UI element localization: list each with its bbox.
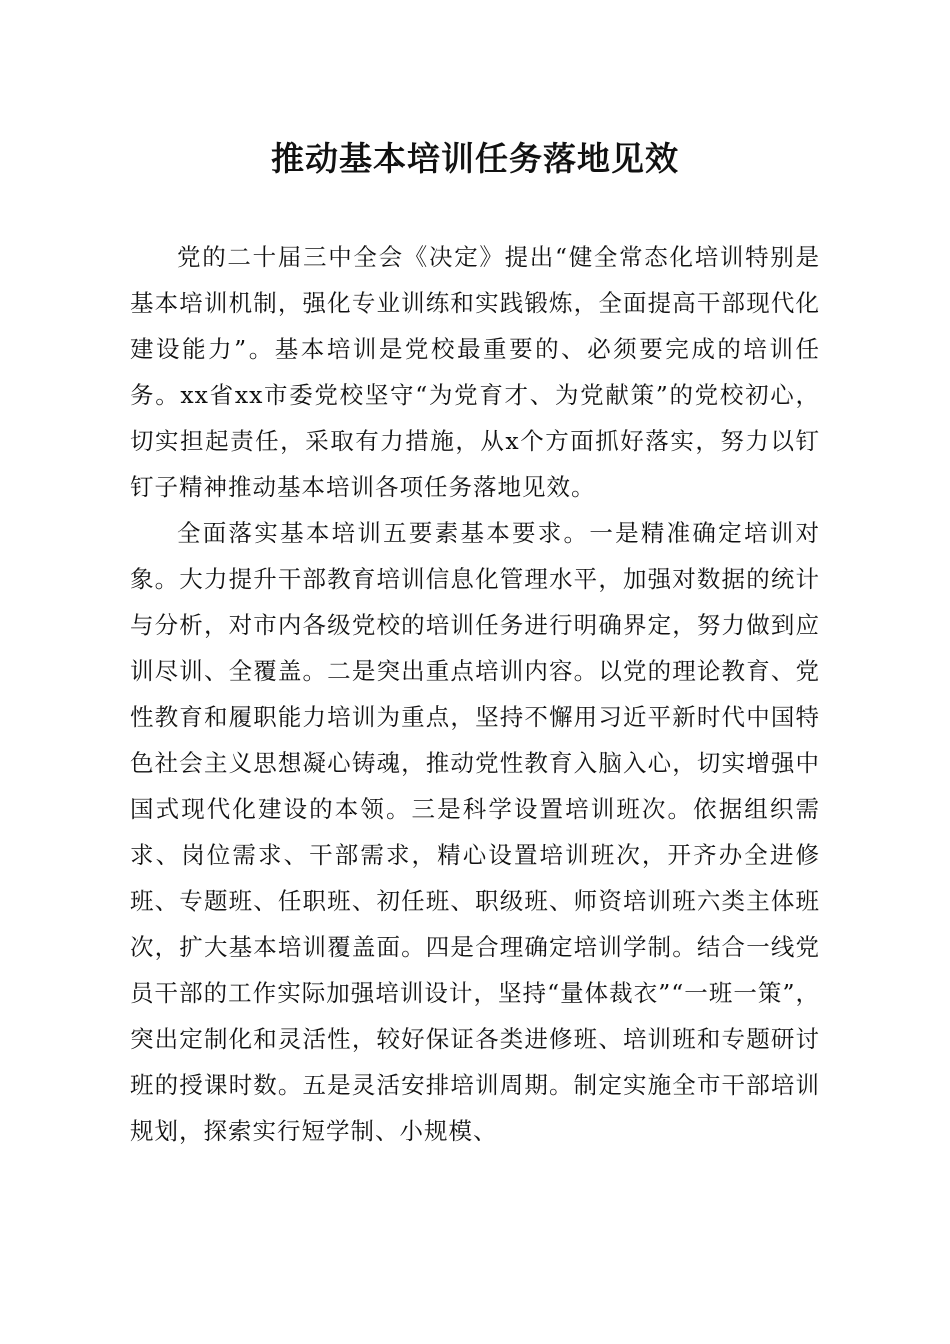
- document-body: [130, 234, 820, 1154]
- paragraph-intro: 党的二十届三中全会《决定》提出“健全常态化培训特别是基本培训机制，强化专业训练和实践锻炼，全面提高干部现代化建设能力”。基本培训是党校最重要的、必须要完成的培训任务。xx省xx市委党校坚守“为党育才、为党献策”的党校初心，切实担起责任，采取有力措施，从x个方面抓好落实，努力以钉钉子精神推动基本培训各项任务落地见效。: [130, 243, 820, 501]
- paragraph-five-elements: 全面落实基本培训五要素基本要求。一是精准确定培训对象。大力提升干部教育培训信息化管理水平，加强对数据的统计与分析，对市内各级党校的培训任务进行明确界定，努力做到应训尽训、全覆盖。二是突出重点培训内容。以党的理论教育、党性教育和履职能力培训为重点，坚持不懈用习近平新时代中国特色社会主义思想凝心铸魂，推动党性教育入脑入心，切实增强中国式现代化建设的本领。三是科学设置培训班次。依据组织需求、岗位需求、干部需求，精心设置培训班次，开齐办全进修班、专题班、任职班、初任班、职级班、师资培训班六类主体班次，扩大基本培训覆盖面。四是合理确定培训学制。结合一线党员干部的工作实际加强培训设计，坚持“量体裁衣”“一班一策”，突出定制化和灵活性，较好保证各类进修班、培训班和专题研讨班的授课时数。五是灵活安排培训周期。制定实施全市干部培训规划，探索实行短学制、小规模、: [130, 519, 820, 1145]
- document-title: 推动基本培训任务落地见效: [271, 139, 679, 178]
